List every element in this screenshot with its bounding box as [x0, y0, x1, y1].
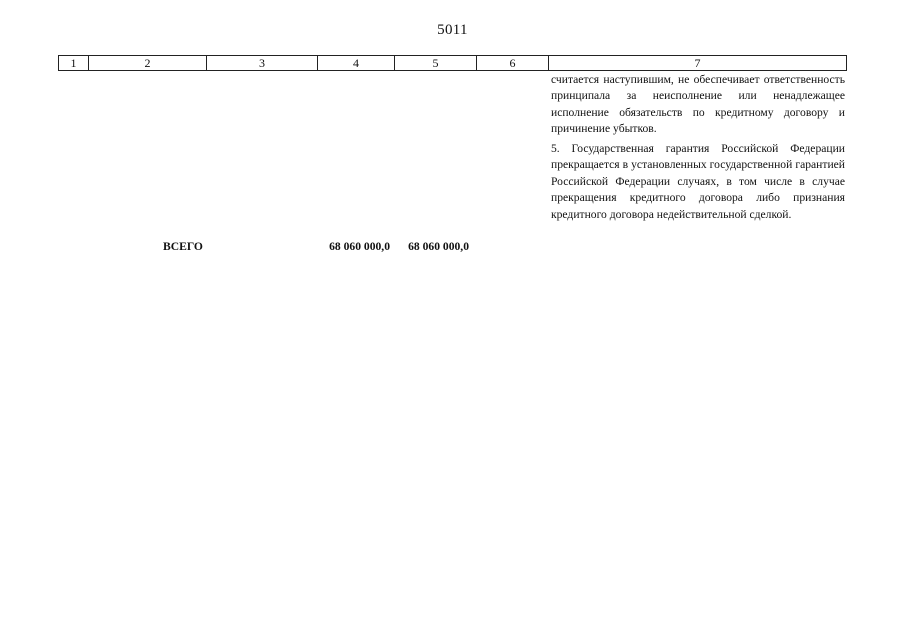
column-number-4: 4 — [318, 56, 395, 71]
column-number-header — [58, 55, 847, 71]
continuation-paragraph — [551, 72, 845, 138]
column-number-7: 7 — [549, 56, 847, 71]
total-col4-value: 68 060 000,0 — [329, 240, 390, 253]
column-number-6: 6 — [477, 56, 549, 71]
column-number-3: 3 — [207, 56, 318, 71]
continuation-text: считается наступившим, не обеспечивает ответственность принципала за неисполнение или ненадлежащее исполнение обязательств по кредитному договору и причинение убытков. — [551, 73, 845, 136]
paragraph-5 — [551, 141, 845, 223]
paragraph-5-text: 5. Государственная гарантия Российской Федерации прекращается в установленных государственной гарантией Российской Федерации случаях, в том числе в случае прекращения кредитного договора либо признания кредитного договора недействительной сделкой. — [551, 142, 845, 221]
column-number-2: 2 — [89, 56, 207, 71]
column-number-5: 5 — [395, 56, 477, 71]
header-row — [59, 56, 847, 71]
column-number-1: 1 — [59, 56, 89, 71]
total-col5-value: 68 060 000,0 — [408, 240, 469, 253]
page-number: 5011 — [437, 22, 468, 38]
total-label: ВСЕГО — [163, 240, 203, 253]
